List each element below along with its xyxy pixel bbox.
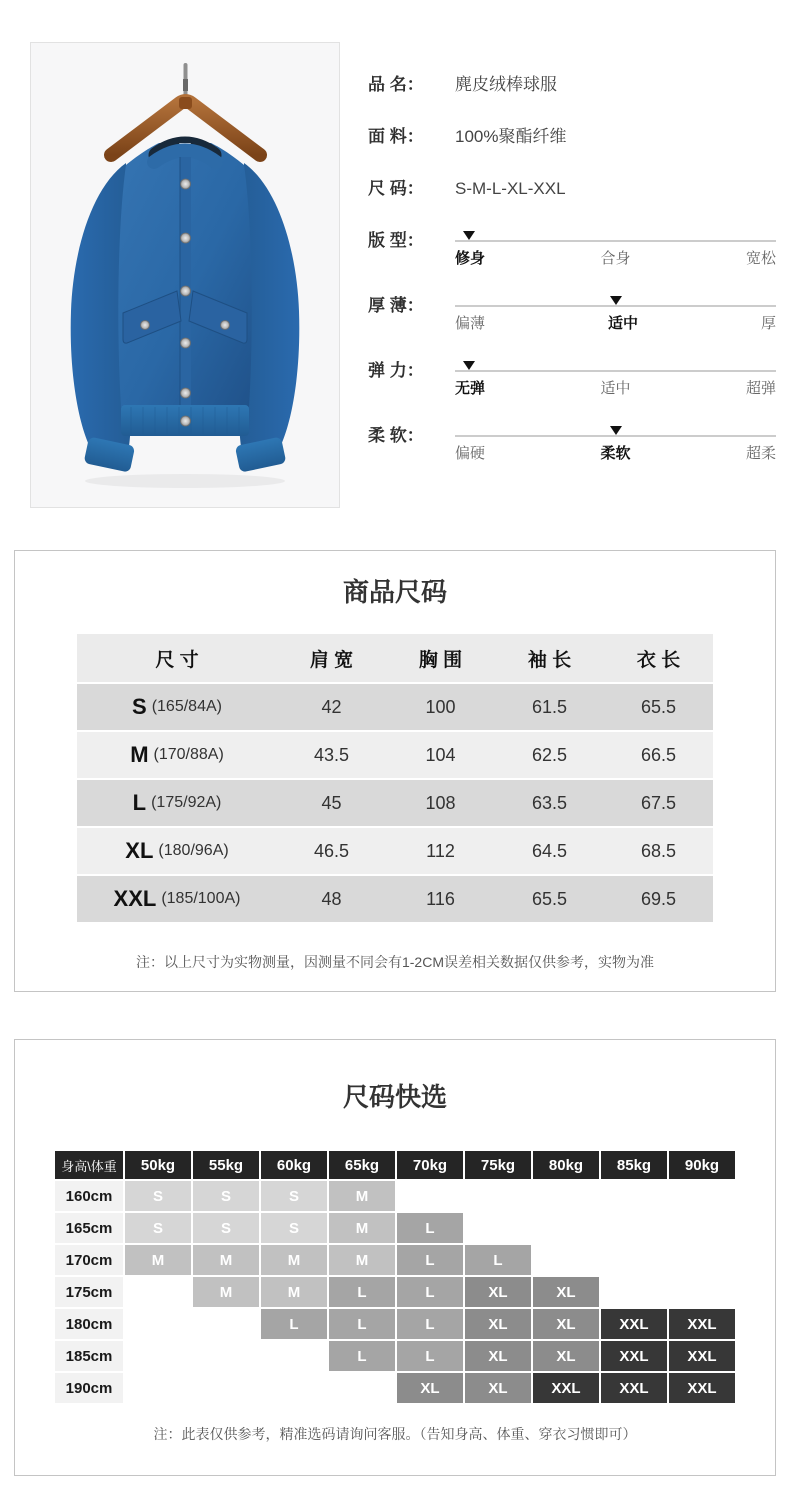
- attribute-label: 尺 码：: [368, 179, 424, 198]
- scale-option: 厚: [760, 315, 776, 332]
- quick-select-size-cell: XXL: [669, 1341, 735, 1371]
- quick-select-size-cell: S: [261, 1213, 327, 1243]
- quick-select-empty-cell: [669, 1181, 735, 1211]
- scale-option: 无弹: [455, 380, 486, 397]
- size-table-value-cell: 65.5: [531, 888, 568, 909]
- scale-track: [455, 435, 776, 437]
- size-name-cell: [77, 684, 277, 730]
- quick-select-size-cell: XXL: [533, 1373, 599, 1403]
- size-chart-note: 注：以上尺寸为实物测量，因测量不同会有1-2CM误差相关数据仅供参考，实物为准: [135, 954, 654, 970]
- scale-option: 宽松: [745, 250, 776, 267]
- jacket-image: [31, 43, 339, 507]
- product-overview-section: [0, 0, 790, 550]
- quick-select-weight-header: 75kg: [465, 1151, 531, 1179]
- size-table-header-cell: 袖 长: [527, 649, 572, 671]
- scale-track: [455, 305, 776, 307]
- size-table-value-cell: 43.5: [313, 744, 350, 765]
- quick-select-empty-cell: [601, 1181, 667, 1211]
- scale-indicator: [455, 295, 776, 333]
- scale-options: [455, 445, 776, 463]
- quick-select-height-label: 190cm: [55, 1373, 123, 1403]
- size-table-value-cell: 65.5: [640, 696, 677, 717]
- product-photo: [30, 42, 340, 508]
- quick-select-note: 注：此表仅供参考，精准选码请询问客服。（告知身高、体重、穿衣习惯即可）: [153, 1426, 637, 1442]
- size-table-value-cell: 64.5: [531, 840, 568, 861]
- quick-select-size-cell: XL: [533, 1309, 599, 1339]
- product-attributes-panel: [368, 74, 776, 490]
- quick-select-empty-cell: [601, 1277, 667, 1307]
- quick-select-size-cell: S: [261, 1181, 327, 1211]
- scale-options: [455, 315, 776, 333]
- size-table-value-cell: 46.5: [313, 840, 350, 861]
- quick-select-weight-header: 80kg: [533, 1151, 599, 1179]
- quick-select-height-label: 165cm: [55, 1213, 123, 1243]
- quick-select-size-cell: M: [329, 1181, 395, 1211]
- quick-select-size-cell: M: [329, 1245, 395, 1275]
- size-table-header-row: [77, 634, 713, 682]
- size-table: [77, 634, 713, 922]
- quick-select-empty-cell: [533, 1181, 599, 1211]
- quick-select-weight-header: 90kg: [669, 1151, 735, 1179]
- size-table-value-cell: 63.5: [531, 792, 568, 813]
- quick-select-title: 尺码快选: [342, 1082, 447, 1112]
- size-table-row: [77, 876, 713, 922]
- attribute-row: [368, 178, 776, 200]
- size-spec: (175/92A): [151, 794, 222, 811]
- quick-select-empty-cell: [669, 1245, 735, 1275]
- quick-select-size-cell: XL: [465, 1309, 531, 1339]
- quick-select-weight-header: 70kg: [397, 1151, 463, 1179]
- size-name-cell: [77, 732, 277, 778]
- scale-indicator: [455, 425, 776, 463]
- quick-select-size-cell: XXL: [669, 1309, 735, 1339]
- quick-select-size-cell: S: [125, 1213, 191, 1243]
- quick-select-size-cell: L: [465, 1245, 531, 1275]
- quick-select-size-cell: XL: [397, 1373, 463, 1403]
- size-table-header-cell: 胸 围: [418, 649, 463, 671]
- quick-select-size-cell: XL: [465, 1277, 531, 1307]
- size-table-value-cell: 68.5: [640, 840, 677, 861]
- quick-select-empty-cell: [465, 1181, 531, 1211]
- attribute-list: [368, 74, 776, 200]
- size-table-row: [77, 732, 713, 778]
- quick-select-size-cell: M: [329, 1213, 395, 1243]
- size-label: XXL: [113, 886, 157, 911]
- scale-marker-icon: [610, 296, 622, 305]
- attribute-label: 版 型：: [368, 231, 424, 250]
- attribute-label: 柔 软：: [368, 426, 424, 445]
- quick-select-size-cell: XL: [465, 1373, 531, 1403]
- scale-track: [455, 370, 776, 372]
- size-name-cell: [77, 780, 277, 826]
- size-table-value-cell: 62.5: [531, 744, 568, 765]
- quick-select-empty-cell: [533, 1245, 599, 1275]
- quick-select-empty-cell: [193, 1373, 259, 1403]
- scale-marker-icon: [610, 426, 622, 435]
- quick-select-size-cell: L: [397, 1277, 463, 1307]
- quick-select-empty-cell: [533, 1213, 599, 1243]
- size-table-value-cell: 112: [426, 840, 455, 861]
- attribute-slider-row: [368, 230, 776, 268]
- size-table-value-cell: 104: [425, 744, 456, 765]
- size-table-value-cell: 45: [321, 792, 342, 813]
- quick-select-empty-cell: [125, 1277, 191, 1307]
- size-label: S: [132, 694, 147, 719]
- scale-option: 超弹: [745, 380, 776, 397]
- quick-select-height-label: 175cm: [55, 1277, 123, 1307]
- size-label: M: [130, 742, 149, 767]
- size-table-header-cell: 尺 寸: [155, 649, 199, 671]
- quick-select-weight-header: 60kg: [261, 1151, 327, 1179]
- scale-option: 合身: [600, 250, 631, 267]
- quick-select-empty-cell: [193, 1309, 259, 1339]
- quick-select-size-cell: L: [329, 1309, 395, 1339]
- size-name-cell: [77, 828, 277, 874]
- size-table-value-cell: 108: [425, 792, 456, 813]
- quick-select-section: [14, 1039, 776, 1476]
- scale-option: 偏薄: [455, 315, 486, 332]
- scale-option: 超柔: [745, 445, 776, 462]
- scale-option: 偏硬: [455, 445, 486, 462]
- quick-select-empty-cell: [601, 1213, 667, 1243]
- quick-select-empty-cell: [669, 1213, 735, 1243]
- size-table-value-cell: 69.5: [640, 888, 677, 909]
- quick-select-weight-header: 50kg: [125, 1151, 191, 1179]
- size-table-value-cell: 61.5: [531, 696, 568, 717]
- scale-option: 适中: [600, 380, 631, 397]
- quick-select-size-cell: L: [397, 1245, 463, 1275]
- attribute-slider-row: [368, 360, 776, 398]
- size-table-header-cell: 衣 长: [636, 649, 681, 671]
- quick-select-height-label: 170cm: [55, 1245, 123, 1275]
- attribute-slider-row: [368, 425, 776, 463]
- scale-option: 修身: [455, 250, 486, 267]
- size-table-row: [77, 828, 713, 874]
- size-table-value-cell: 66.5: [640, 744, 677, 765]
- quick-select-weight-header: 55kg: [193, 1151, 259, 1179]
- quick-select-size-cell: M: [261, 1245, 327, 1275]
- attribute-row: [368, 74, 776, 96]
- quick-select-size-cell: L: [261, 1309, 327, 1339]
- quick-select-size-cell: XXL: [601, 1341, 667, 1371]
- attribute-value: 100%聚酯纤维: [455, 127, 567, 146]
- quick-select-empty-cell: [125, 1341, 191, 1371]
- quick-select-size-cell: XL: [465, 1341, 531, 1371]
- quick-select-size-cell: S: [125, 1181, 191, 1211]
- size-table-value-cell: 42: [321, 696, 342, 717]
- quick-select-size-cell: L: [329, 1277, 395, 1307]
- attribute-label: 弹 力：: [368, 361, 424, 380]
- size-table-value-cell: 116: [426, 888, 455, 909]
- quick-select-empty-cell: [193, 1341, 259, 1371]
- size-spec: (185/100A): [161, 890, 241, 907]
- scale-marker-icon: [463, 361, 475, 370]
- size-chart-title: 商品尺码: [342, 577, 447, 607]
- quick-select-size-cell: L: [397, 1341, 463, 1371]
- size-table-value-cell: 48: [321, 888, 342, 909]
- quick-select-size-cell: XXL: [601, 1373, 667, 1403]
- scale-indicator: [455, 230, 776, 268]
- quick-select-empty-cell: [601, 1245, 667, 1275]
- size-chart-section: [14, 550, 776, 992]
- attribute-slider-row: [368, 295, 776, 333]
- scale-marker-icon: [463, 231, 475, 240]
- size-spec: (180/96A): [158, 842, 229, 859]
- quick-select-size-cell: M: [261, 1277, 327, 1307]
- quick-select-size-cell: M: [125, 1245, 191, 1275]
- quick-select-size-cell: M: [193, 1277, 259, 1307]
- size-spec: (165/84A): [151, 698, 222, 715]
- quick-select-empty-cell: [465, 1213, 531, 1243]
- scale-options: [455, 380, 776, 398]
- quick-select-size-cell: L: [397, 1213, 463, 1243]
- attribute-value: 麂皮绒棒球服: [455, 75, 557, 94]
- quick-select-empty-cell: [329, 1373, 395, 1403]
- quick-select-size-cell: S: [193, 1213, 259, 1243]
- quick-select-size-cell: XXL: [669, 1373, 735, 1403]
- attribute-label: 面 料：: [368, 127, 424, 146]
- quick-select-corner-header: 身高\体重: [55, 1151, 123, 1179]
- quick-select-empty-cell: [669, 1277, 735, 1307]
- quick-select-grid: [55, 1151, 735, 1403]
- quick-select-empty-cell: [261, 1341, 327, 1371]
- size-table-value-cell: 67.5: [640, 792, 677, 813]
- size-table-header-cell: 肩 宽: [309, 649, 354, 671]
- scale-option: 柔软: [600, 445, 631, 462]
- slider-list: [368, 230, 776, 463]
- scale-options: [455, 250, 776, 268]
- attribute-value: S-M-L-XL-XXL: [455, 179, 566, 198]
- scale-option: 适中: [607, 315, 638, 332]
- scale-indicator: [455, 360, 776, 398]
- quick-select-size-cell: XL: [533, 1341, 599, 1371]
- quick-select-height-label: 180cm: [55, 1309, 123, 1339]
- quick-select-size-cell: L: [329, 1341, 395, 1371]
- quick-select-empty-cell: [397, 1181, 463, 1211]
- quick-select-weight-header: 85kg: [601, 1151, 667, 1179]
- quick-select-empty-cell: [125, 1373, 191, 1403]
- quick-select-weight-header: 65kg: [329, 1151, 395, 1179]
- quick-select-size-cell: S: [193, 1181, 259, 1211]
- quick-select-empty-cell: [261, 1373, 327, 1403]
- quick-select-size-cell: XXL: [601, 1309, 667, 1339]
- scale-track: [455, 240, 776, 242]
- size-table-row: [77, 780, 713, 826]
- quick-select-height-label: 185cm: [55, 1341, 123, 1371]
- quick-select-size-cell: M: [193, 1245, 259, 1275]
- attribute-label: 厚 薄：: [368, 296, 424, 315]
- quick-select-empty-cell: [125, 1309, 191, 1339]
- size-table-value-cell: 100: [425, 696, 456, 717]
- attribute-label: 品 名：: [368, 75, 424, 94]
- size-name-cell: [77, 876, 277, 922]
- quick-select-size-cell: XL: [533, 1277, 599, 1307]
- size-spec: (170/88A): [153, 746, 224, 763]
- quick-select-height-label: 160cm: [55, 1181, 123, 1211]
- quick-select-size-cell: L: [397, 1309, 463, 1339]
- size-label: XL: [125, 838, 154, 863]
- size-label: L: [132, 790, 147, 815]
- attribute-row: [368, 126, 776, 148]
- size-table-row: [77, 684, 713, 730]
